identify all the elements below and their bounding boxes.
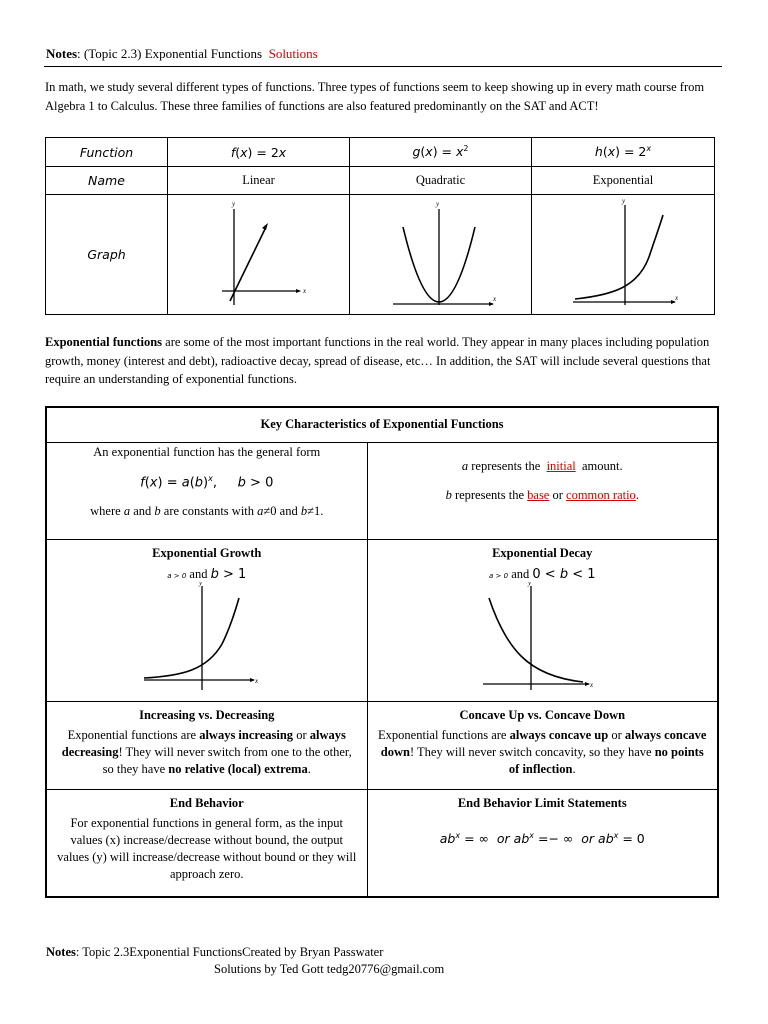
footer-credit: : Topic 2.3Exponential FunctionsCreated by Bryan Passwater [75, 945, 384, 959]
exponential-paragraph-text: are some of the most important functions in the real world. They appear in many places including population growth, money (interest and debt), radioactive decay, spread of disease, etc… In addition, the SAT will include several questions that require an understanding of exponential functions. [45, 335, 711, 386]
footer-line-1 [46, 945, 383, 960]
represents-cell [367, 442, 718, 539]
function-table [45, 137, 715, 315]
common-ratio-term: common ratio [566, 487, 636, 502]
linear-x-label: x [302, 286, 306, 295]
limit-statements-formula: $ab^x$ = ∞ or $ab^x$ =− ∞ or $ab^x = 0$ [439, 830, 645, 846]
inc-dec-cell [46, 701, 367, 789]
exponential-graph [563, 197, 683, 309]
growth-y-label: y [198, 581, 202, 587]
concave-title: Concave Up vs. Concave Down [459, 707, 626, 722]
quadratic-x-label: x [492, 294, 496, 303]
exponential-graph-cell [532, 195, 715, 315]
end-behavior-title: End Behavior [169, 795, 244, 810]
exponential-formula: $h(x) = 2^x$ [532, 138, 715, 167]
decay-y-label: y [528, 581, 532, 587]
row-label-name: Name [46, 167, 168, 195]
constants-text: where a and b are constants with a≠0 and b≠1. [90, 503, 324, 518]
exponential-y-label: y [622, 196, 626, 205]
row-label-function: Function [46, 138, 168, 167]
quadratic-formula: $g(x) = x^2$ [350, 138, 532, 167]
general-form-formula: $f(x) = a(b)^x$, b > 0 [140, 473, 274, 490]
key-table-title: Key Characteristics of Exponential Functions [46, 407, 718, 442]
decay-x-label: x [590, 680, 594, 689]
concave-cell [367, 701, 718, 789]
inc-dec-text: Exponential functions are always increasing or always decreasing! They will never switch from one to the other, so they have no relative (local) extrema. [61, 727, 352, 776]
row-label-graph: Graph [46, 195, 168, 315]
topic-title: : (Topic 2.3) Exponential Functions [77, 46, 263, 61]
quadratic-name: Quadratic [350, 167, 532, 195]
footer-notes-label: Notes [46, 945, 76, 959]
limit-statements-title: End Behavior Limit Statements [457, 795, 627, 810]
end-behavior-text: For exponential functions in general form, as the input values (x) increase/decrease without bound, the output values (y) will increase/decrease without bound or they will approach zero. [57, 815, 357, 881]
exponential-paragraph-bold: Exponential functions [45, 335, 163, 349]
quadratic-graph [381, 197, 501, 309]
decay-condition: a > 0 and 0 < b < 1 [489, 566, 596, 582]
linear-y-label: y [231, 199, 235, 208]
b-represents: b represents the base or common ratio. [445, 487, 639, 502]
exponential-name: Exponential [532, 167, 715, 195]
notes-header [46, 46, 318, 62]
solutions-label: Solutions [268, 46, 318, 61]
exponential-x-label: x [675, 293, 679, 302]
end-behavior-cell [46, 789, 367, 897]
quadratic-y-label: y [435, 199, 439, 208]
decay-graph [477, 582, 607, 694]
base-term: base [527, 487, 550, 502]
growth-title: Exponential Growth [152, 545, 262, 560]
key-characteristics-table [45, 406, 719, 898]
decay-title: Exponential Decay [492, 545, 593, 560]
growth-graph [142, 582, 272, 694]
decay-cell [367, 539, 718, 701]
quadratic-graph-cell [350, 195, 532, 315]
linear-formula: f(x) = 2x [168, 138, 350, 167]
general-form-intro: An exponential function has the general form [93, 444, 321, 459]
intro-paragraph: In math, we study several different types of functions. Three types of functions seem to keep showing up in every math course from Algebra 1 to Calculus. These three families of functions are also featured predominantly on the SAT and ACT! [45, 80, 705, 113]
growth-x-label: x [254, 676, 258, 685]
inc-dec-title: Increasing vs. Decreasing [139, 707, 275, 722]
exponential-paragraph [45, 333, 720, 389]
general-form-cell [46, 442, 367, 539]
initial-term: initial [546, 458, 576, 473]
notes-label: Notes [46, 46, 78, 61]
concave-text: Exponential functions are always concave up or always concave down! They will never switch concavity, so they have no points of inflection. [378, 727, 707, 776]
linear-name: Linear [168, 167, 350, 195]
growth-condition: a > 0 and b > 1 [167, 566, 247, 582]
growth-cell [46, 539, 367, 701]
header-rule [44, 66, 722, 67]
linear-graph [204, 197, 314, 309]
a-represents: a represents the initial amount. [461, 458, 623, 473]
footer-line-2: Solutions by Ted Gott tedg20776@gmail.com [214, 962, 445, 976]
linear-graph-cell [168, 195, 350, 315]
limit-statements-cell [367, 789, 718, 897]
